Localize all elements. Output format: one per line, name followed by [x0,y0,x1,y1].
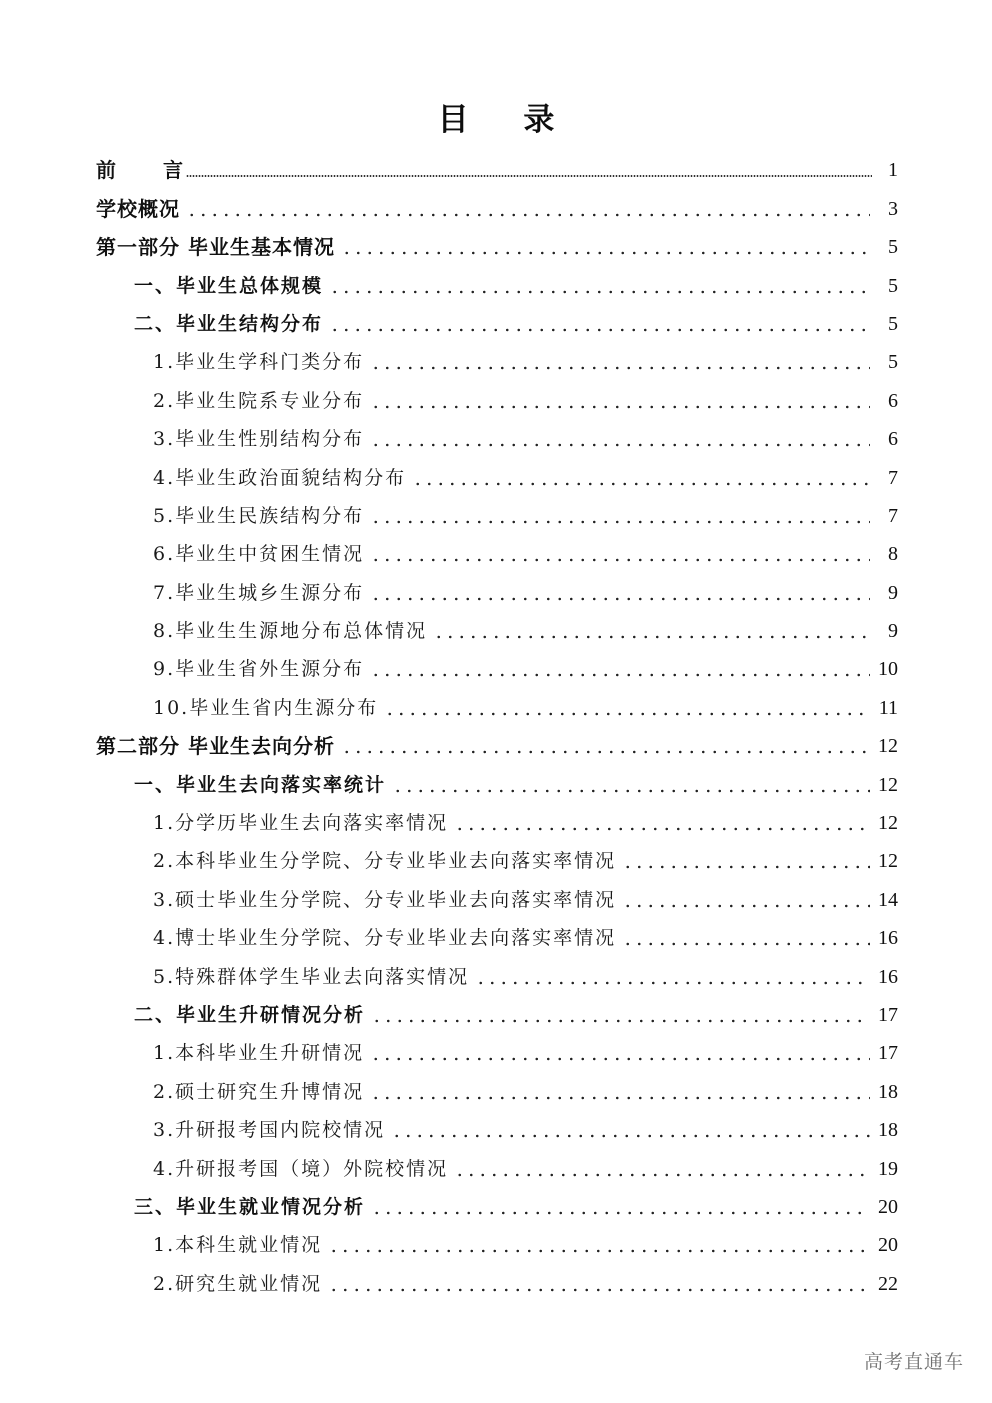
toc-entry-page-number: 14 [878,888,898,911]
toc-entry[interactable] [96,457,898,495]
toc-entry[interactable] [96,265,898,303]
toc-entry[interactable] [96,1187,898,1225]
toc-entry[interactable] [96,496,898,534]
toc-entry[interactable] [96,841,898,879]
toc-entry[interactable] [96,764,898,802]
toc-entry[interactable] [96,534,898,572]
toc-entry-page-number: 12 [878,812,898,835]
toc-entry-page-number: 5 [888,351,898,374]
dot-leader [341,750,870,754]
toc-entry[interactable] [96,572,898,610]
toc-entry-label: 二、毕业生升研情况分析 [134,1003,366,1026]
toc-entry-label: 4.博士毕业生分学院、分专业毕业去向落实率情况 [153,927,617,950]
toc-entry[interactable] [96,995,898,1033]
toc-entry-page-number: 16 [878,965,898,988]
toc-entry[interactable] [96,419,898,457]
toc-entry-label: 6.毕业生中贫困生情况 [153,543,365,566]
toc-entry-label: 第二部分 毕业生去向分析 [96,734,335,759]
toc-entry-label: 1.本科毕业生升研情况 [153,1042,365,1065]
toc-entry[interactable] [96,687,898,725]
toc-entry-page-number: 17 [878,1003,898,1026]
dot-leader [370,597,870,601]
dot-leader [370,1057,870,1061]
toc-entry-label: 前 言 [96,158,184,183]
dot-leader [370,673,870,677]
toc-entry-page-number: 18 [878,1119,898,1142]
toc-entry-page-number: 22 [878,1272,898,1295]
toc-entry-page-number: 7 [888,504,898,527]
toc-entry-page-number: 3 [888,197,898,220]
dot-leader [454,1173,870,1177]
dot-leader [186,174,872,178]
toc-entry[interactable] [96,649,898,687]
toc-entry[interactable] [96,1148,898,1186]
dot-leader [370,520,870,524]
toc-entry-label: 二、毕业生结构分布 [134,312,324,335]
page-title: 目 录 [437,102,577,138]
dot-leader [384,712,870,716]
toc-entry-page-number: 10 [878,658,898,681]
dot-leader [370,443,870,447]
toc-entry-label: 4.毕业生政治面貌结构分布 [153,466,407,489]
toc-entry-label: 学校概况 [96,196,180,221]
dot-leader [622,904,870,908]
toc-entry[interactable] [96,1263,898,1301]
toc-entry-label: 第一部分 毕业生基本情况 [96,235,335,260]
toc-entry-label: 4.升研报考国（境）外院校情况 [153,1157,449,1180]
toc-entry[interactable] [96,380,898,418]
toc-entry-page-number: 12 [878,773,898,796]
toc-entry-page-number: 19 [878,1157,898,1180]
dot-leader [371,1019,870,1023]
toc-entry-page-number: 9 [888,620,898,643]
toc-entry-label: 9.毕业生省外生源分布 [153,658,365,681]
toc-entry[interactable] [96,188,898,226]
toc-entry-page-number: 8 [888,543,898,566]
dot-leader [454,827,870,831]
dot-leader [433,635,870,639]
toc-entry-page-number: 20 [878,1195,898,1218]
dot-leader [391,1134,870,1138]
dot-leader [186,213,870,217]
toc-entry-page-number: 6 [888,428,898,451]
toc-entry-page-number: 9 [888,581,898,604]
toc-entry[interactable] [96,918,898,956]
toc-entry-label: 2.本科毕业生分学院、分专业毕业去向落实率情况 [153,850,617,873]
toc-entry-page-number: 18 [878,1080,898,1103]
dot-leader [392,789,870,793]
toc-entry-page-number: 17 [878,1042,898,1065]
toc-entry-label: 1.本科生就业情况 [153,1234,323,1257]
toc-entry-page-number: 11 [878,696,898,719]
toc-entry[interactable] [96,879,898,917]
toc-entry-label: 一、毕业生总体规模 [134,274,324,297]
toc-entry-label: 8.毕业生生源地分布总体情况 [153,620,428,643]
dot-leader [371,1211,870,1215]
dot-leader [329,290,870,294]
toc-entry[interactable] [96,150,898,188]
watermark-text: 高考直通车 [863,1351,964,1373]
dot-leader [328,1288,870,1292]
dot-leader [622,865,870,869]
toc-entry[interactable] [96,726,898,764]
toc-entry-label: 1.分学历毕业生去向落实率情况 [153,812,449,835]
toc-entry[interactable] [96,1033,898,1071]
toc-entry-label: 2.硕士研究生升博情况 [153,1080,365,1103]
toc-entry-label: 5.毕业生民族结构分布 [153,504,365,527]
toc-entry[interactable] [96,956,898,994]
toc-entry-label: 2.研究生就业情况 [153,1272,323,1295]
toc-entry-label: 三、毕业生就业情况分析 [134,1195,366,1218]
toc-entry-page-number: 1 [888,159,898,182]
toc-entry[interactable] [96,342,898,380]
dot-leader [370,405,870,409]
dot-leader [370,1096,870,1100]
toc-entry[interactable] [96,304,898,342]
toc-entry-page-number: 5 [888,312,898,335]
toc-entry-label: 3.升研报考国内院校情况 [153,1119,386,1142]
toc-entry-page-number: 16 [878,927,898,950]
toc-entry[interactable] [96,803,898,841]
toc-entry[interactable] [96,227,898,265]
dot-leader [370,558,870,562]
toc-entry-page-number: 5 [888,274,898,297]
toc-entry-label: 2.毕业生院系专业分布 [153,389,365,412]
dot-leader [622,942,870,946]
toc-entry[interactable] [96,1071,898,1109]
toc-entry-label: 3.毕业生性别结构分布 [153,428,365,451]
table-of-contents [96,150,898,1302]
dot-leader [412,482,870,486]
toc-entry-page-number: 5 [888,236,898,259]
toc-entry-page-number: 20 [878,1234,898,1257]
toc-entry-page-number: 12 [878,850,898,873]
toc-entry[interactable] [96,1110,898,1148]
toc-entry[interactable] [96,1225,898,1263]
dot-leader [370,366,870,370]
toc-entry-label: 10.毕业生省内生源分布 [153,696,379,719]
dot-leader [329,328,870,332]
dot-leader [475,981,870,985]
toc-entry-label: 1.毕业生学科门类分布 [153,351,365,374]
toc-entry[interactable] [96,611,898,649]
toc-entry-page-number: 7 [888,466,898,489]
toc-entry-label: 一、毕业生去向落实率统计 [134,773,387,796]
dot-leader [341,251,870,255]
toc-entry-label: 3.硕士毕业生分学院、分专业毕业去向落实率情况 [153,888,617,911]
dot-leader [328,1249,870,1253]
toc-entry-page-number: 6 [888,389,898,412]
toc-entry-label: 5.特殊群体学生毕业去向落实情况 [153,965,470,988]
toc-entry-label: 7.毕业生城乡生源分布 [153,581,365,604]
toc-entry-page-number: 12 [878,735,898,758]
